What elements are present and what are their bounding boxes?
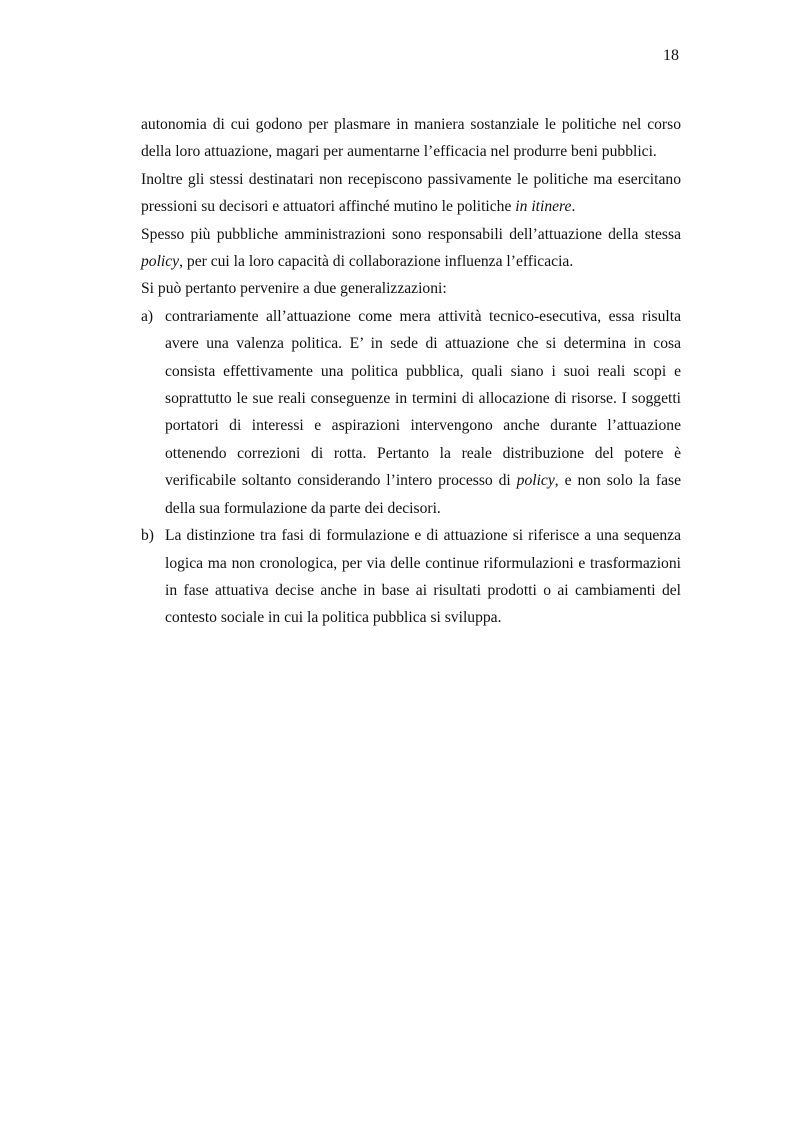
paragraph-4: Si può pertanto pervenire a due generalizzazioni: [141, 280, 447, 298]
list-item-a [141, 303, 681, 522]
list-item-a-text: contrariamente all’attuazione come mera attività tecnico-esecutiva, essa risulta avere una valenza politica. E’ in sede di attuazione che si determina in cosa consista effettivamente una politica pubblica, quali siano i suoi reali scopi e soprattutto le sue reali conseguenze in termini di allocazione di risorse. I soggetti portatori di interessi e aspirazioni intervengono anche durante l’attuazione ottenendo correzioni di rotta. Pertanto la reale distribuzione del potere è verificabile soltanto considerando l’intero processo di [165, 307, 681, 490]
page-number: 18 [663, 47, 679, 64]
paragraph-2-text: Inoltre gli stessi destinatari non recepiscono passivamente le politiche ma esercitano pressioni su decisori e attuatori affinché mutino le politiche [141, 170, 681, 216]
paragraph-2 [141, 166, 681, 221]
list-item-b [141, 522, 681, 632]
list-marker-a: a) [141, 307, 154, 325]
paragraph-2-italic: in itinere [515, 198, 572, 216]
paragraph-3-italic: policy [141, 253, 180, 271]
paragraph-1: autonomia di cui godono per plasmare in maniera sostanziale le politiche nel corso della loro attuazione, magari per aumentarne l’efficacia nel produrre beni pubblici. [141, 116, 681, 161]
body-text [141, 111, 681, 632]
paragraph-3-text: Spesso più pubbliche amministrazioni sono responsabili dell’attuazione della stessa [141, 225, 681, 243]
list-marker-b: b) [141, 527, 154, 545]
paragraph-3 [141, 221, 681, 276]
list-item-a-end: , e non solo la fase della sua formulazione da parte dei decisori. [165, 472, 681, 517]
list-item-a-italic: policy [516, 472, 555, 490]
list-item-b-text: La distinzione tra fasi di formulazione e di attuazione si riferisce a una sequenza logica ma non cronologica, per via delle continue riformulazioni e trasformazioni in fase attuativa decise anche in base ai risultati prodotti o ai cambiamenti del contesto sociale in cui la politica pubblica si sviluppa. [165, 527, 681, 627]
paragraph-3-end: , per cui la loro capacità di collaborazione influenza l’efficacia. [179, 253, 574, 271]
generalizations-list [141, 303, 681, 632]
paragraph-2-end: . [571, 198, 576, 216]
